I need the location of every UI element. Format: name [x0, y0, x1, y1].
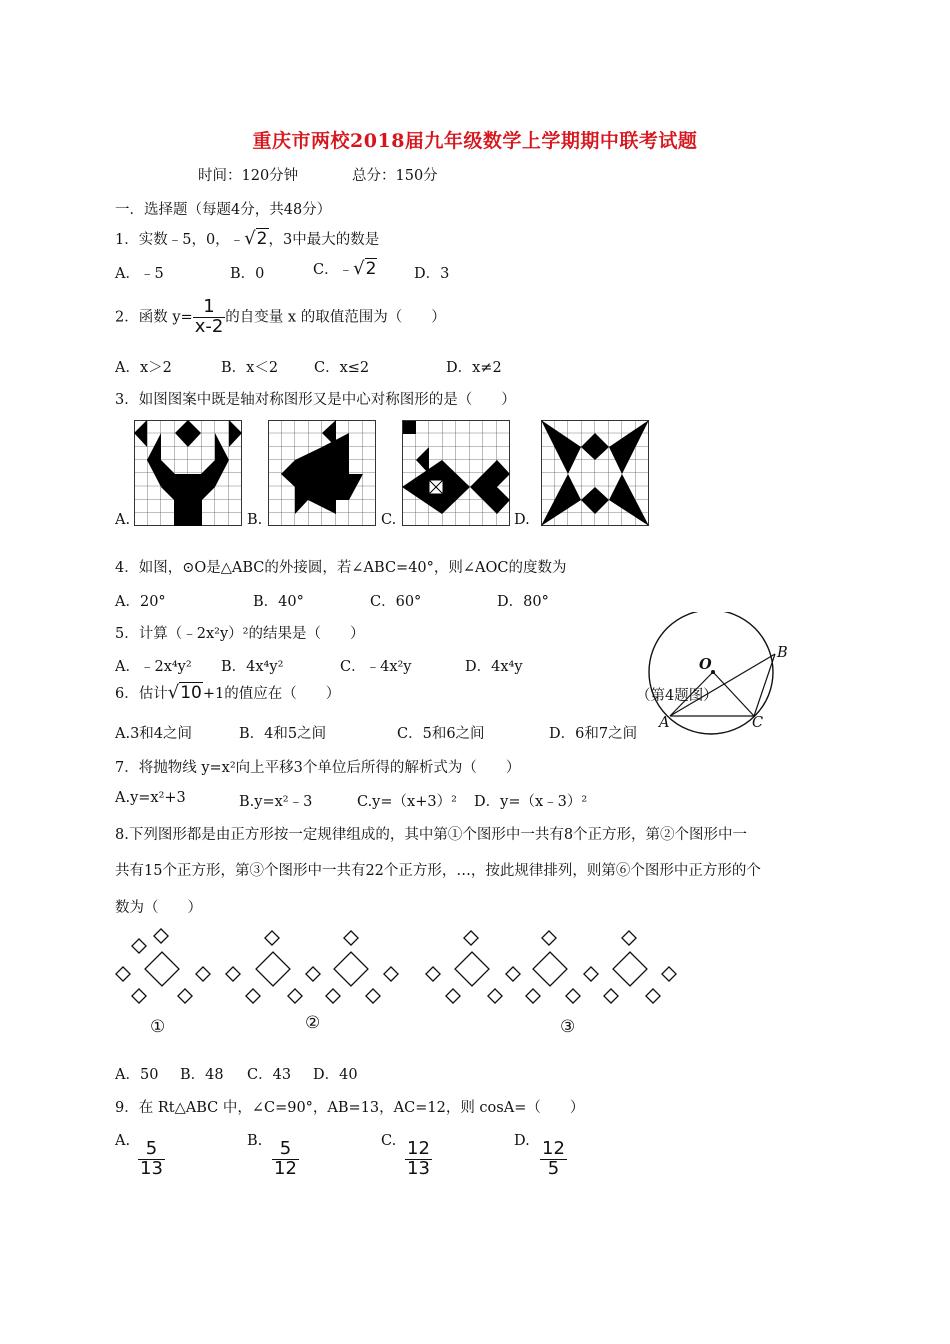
q8-line-2: 共有15个正方形，第③个图形中一共有22个正方形，…，按此规律排列，则第⑥个图形中正方形的个: [115, 863, 761, 879]
q4-label-o: O: [699, 656, 712, 673]
page-title: 重庆市两校2018届九年级数学上学期期中联考试题: [252, 130, 698, 152]
q1-option-a: A．﹣5: [115, 266, 164, 282]
q5-stem: 5．计算（﹣2x²y）²的结果是（ ）: [115, 626, 365, 642]
q9-fraction-b: $\frac{5}{12}$: [274, 1138, 297, 1179]
exam-total: 总分：150分: [352, 168, 438, 184]
q9-fraction-a: $\frac{5}{13}$: [140, 1138, 163, 1179]
q9-option-b: B.: [247, 1133, 263, 1149]
q3-option-c: C.: [381, 512, 397, 528]
q8-line-3: 数为（ ）: [115, 900, 202, 916]
q8-label-2: ②: [305, 1013, 321, 1033]
q8-option-d: D．40: [313, 1067, 358, 1083]
q1-option-c: C．﹣√2: [313, 258, 377, 279]
section-heading: 一．选择题（每题4分，共48分）: [115, 202, 332, 218]
q7-option-d: D．y=（x﹣3）²: [474, 794, 588, 810]
q3-figure-a: [134, 420, 242, 526]
q7-option-a: A.y=x²+3: [115, 790, 186, 806]
q1-option-d: D．3: [414, 266, 450, 282]
q4-option-c: C．60°: [370, 594, 422, 610]
q3-option-a: A.: [115, 512, 131, 528]
q3-stem: 3．如图图案中既是轴对称图形又是中心对称图形的是（ ）: [115, 392, 516, 408]
q4-stem: 4．如图，⊙O是△ABC的外接圆，若∠ABC=40°，则∠AOC的度数为: [115, 560, 567, 576]
q9-option-a: A.: [115, 1133, 131, 1149]
q4-option-d: D．80°: [497, 594, 549, 610]
q4-option-b: B．40°: [253, 594, 304, 610]
q4-caption: （第4题图）: [636, 688, 718, 704]
q8-pattern-figure: [112, 925, 712, 1015]
q4-label-a: A: [659, 715, 670, 731]
q9-option-c: C.: [381, 1133, 397, 1149]
q4-option-a: A．20°: [115, 594, 166, 610]
q5-option-c: C．﹣4x²y: [340, 659, 412, 675]
q5-option-d: D．4x⁴y: [465, 659, 523, 675]
q4-label-b: B: [777, 645, 788, 661]
q6-option-a: A.3和4之间: [115, 726, 193, 742]
q8-option-b: B．48: [180, 1067, 224, 1083]
q1-stem: 1．实数﹣5，0，﹣√2，3中最大的数是: [115, 228, 380, 249]
q4-label-c: C: [752, 715, 764, 731]
q8-line-1: 8.下列图形都是由正方形按一定规律组成的，其中第①个图形中一共有8个正方形，第②个图形中一: [115, 827, 748, 843]
q2-option-d: D．x≠2: [446, 360, 502, 376]
q2-option-c: C．x≤2: [314, 360, 370, 376]
q9-stem: 9．在 Rt△ABC 中，∠C=90°，AB=13，AC=12，则 cosA=（ ）: [115, 1100, 585, 1116]
q6-option-b: B．4和5之间: [239, 726, 327, 742]
q2-stem: 2．函数 y= $\frac{1}{x-2}$ 的自变量 x 的取值范围为（ ）: [115, 296, 446, 337]
q8-label-1: ①: [150, 1017, 166, 1037]
q3-figure-d: [541, 420, 649, 526]
q8-label-3: ③: [560, 1017, 576, 1037]
q7-option-c: C.y=（x+3）²: [357, 794, 457, 810]
q5-option-b: B．4x⁴y²: [221, 659, 284, 675]
q8-option-a: A．50: [115, 1067, 159, 1083]
q9-fraction-c: $\frac{12}{13}$: [407, 1138, 430, 1179]
exam-time: 时间：120分钟: [198, 168, 299, 184]
q9-option-d: D.: [514, 1133, 530, 1149]
q5-option-a: A．﹣2x⁴y²: [115, 659, 192, 675]
q1-option-b: B．0: [230, 266, 265, 282]
q3-figure-b: [268, 420, 376, 526]
q8-option-c: C．43: [247, 1067, 292, 1083]
q6-option-d: D．6和7之间: [549, 726, 638, 742]
q9-fraction-d: $\frac{12}{5}$: [542, 1138, 565, 1179]
q3-option-b: B.: [247, 512, 263, 528]
q6-stem: 6．估计√10+1的值应在（ ）: [115, 682, 341, 703]
q2-option-a: A．x＞2: [115, 360, 172, 376]
q2-option-b: B．x＜2: [221, 360, 279, 376]
q3-option-d: D.: [514, 512, 530, 528]
q7-stem: 7．将抛物线 y=x²向上平移3个单位后所得的解析式为（ ）: [115, 760, 521, 776]
q3-figure-c: [402, 420, 510, 526]
q6-option-c: C．5和6之间: [397, 726, 485, 742]
q7-option-b: B.y=x²﹣3: [239, 794, 313, 810]
